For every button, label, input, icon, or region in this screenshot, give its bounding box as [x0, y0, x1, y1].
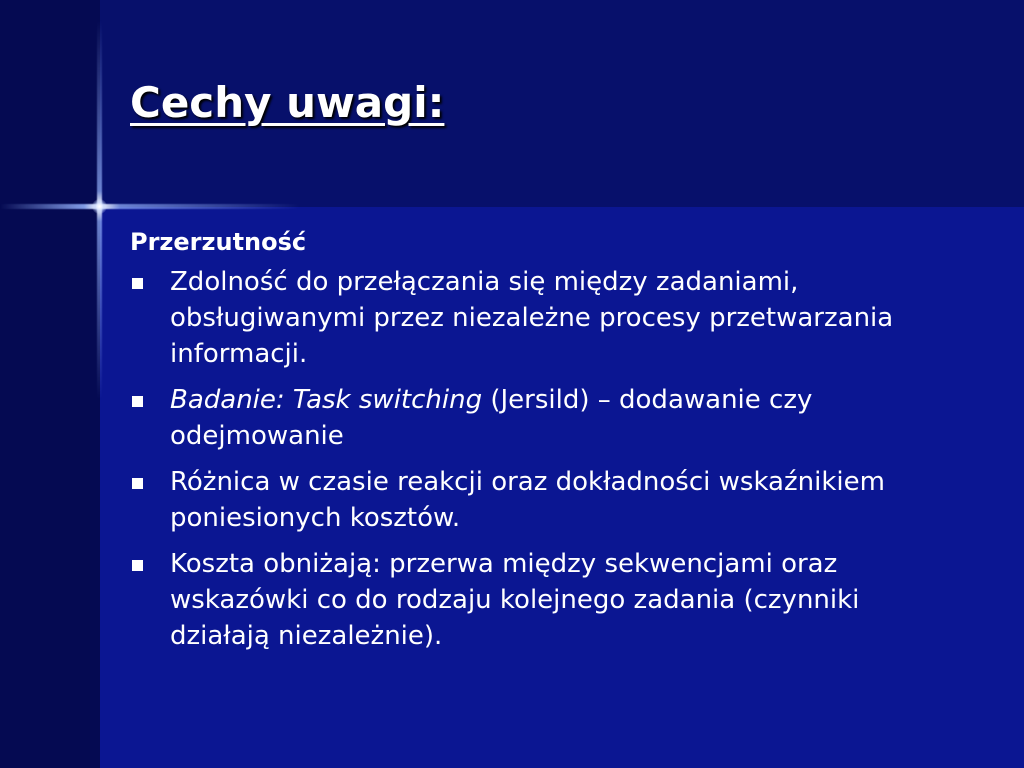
bullet-list	[130, 264, 960, 654]
bullet-text: Koszta obniżają: przerwa między sekwencjami oraz wskazówki co do rodzaju kolejnego zadania (czynniki działają niezależnie).	[170, 549, 860, 651]
bullet-text: Różnica w czasie reakcji oraz dokładności wskaźnikiem poniesionych kosztów.	[170, 467, 885, 533]
slide-content	[130, 224, 960, 664]
square-bullet-icon	[132, 396, 143, 407]
bullet-text: Zdolność do przełączania się między zadaniami, obsługiwanymi przez niezależne procesy przetwarzania informacji.	[170, 267, 894, 369]
sparkle-icon	[92, 199, 107, 214]
slide-title: Cechy uwagi:	[130, 78, 445, 127]
bullet-item	[130, 382, 960, 454]
square-bullet-icon	[132, 278, 143, 289]
square-bullet-icon	[132, 560, 143, 571]
bullet-text: (Jersild) – dodawanie czy odejmowanie	[170, 385, 813, 451]
bullet-text-italic: Badanie: Task switching	[170, 385, 483, 415]
section-heading: Przerzutność	[130, 228, 307, 256]
bullet-item	[130, 264, 960, 372]
bullet-item	[130, 546, 960, 654]
square-bullet-icon	[132, 478, 143, 489]
light-line-horizontal	[0, 204, 300, 209]
bullet-item	[130, 464, 960, 536]
left-band	[0, 0, 100, 768]
